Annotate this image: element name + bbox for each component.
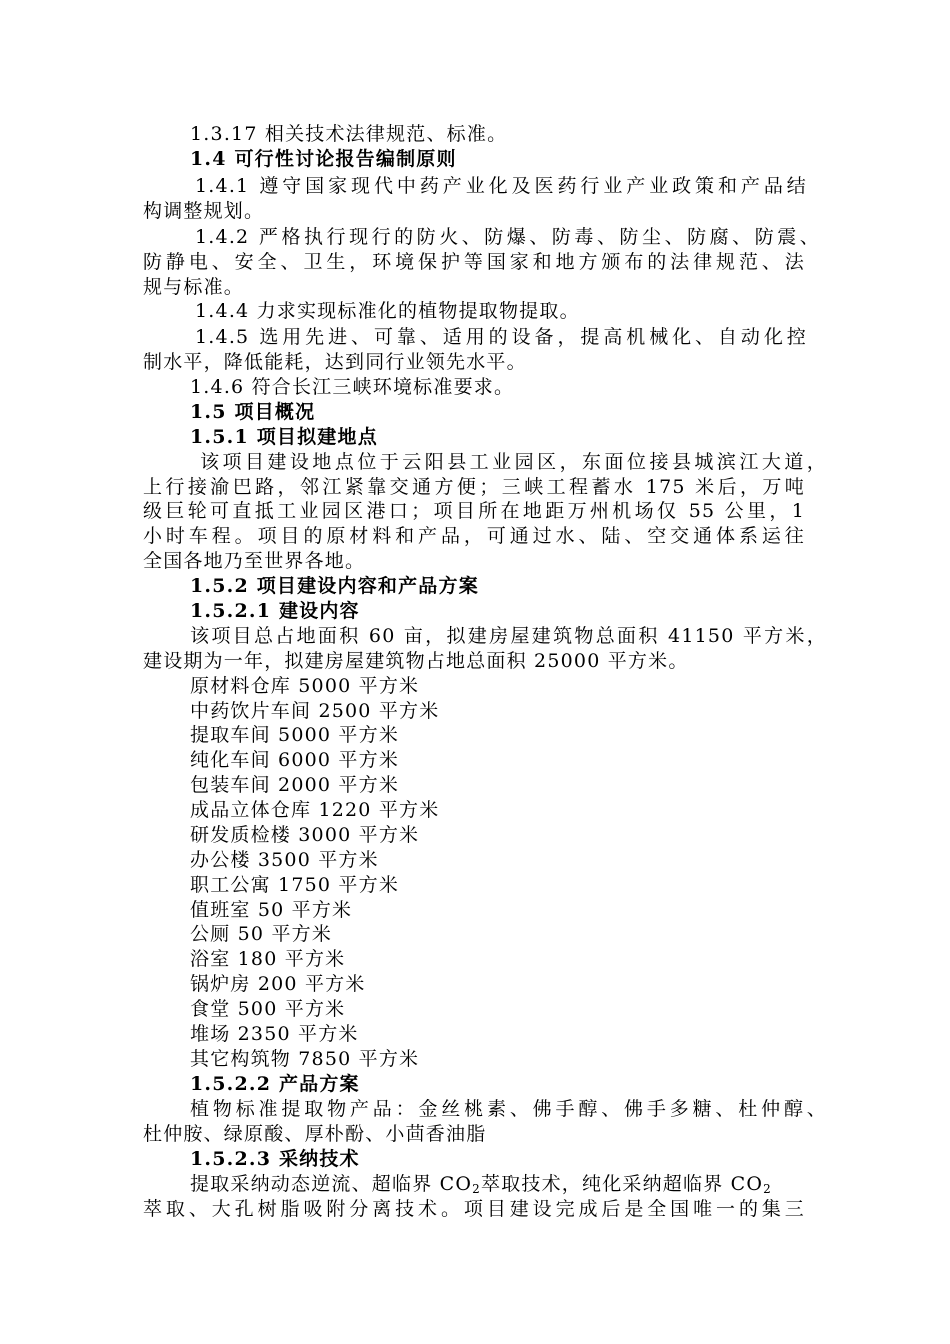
para-products-line2: 杜仲胺、绿原酸、厚朴酚、小茴香油脂 — [143, 1123, 487, 1145]
building-item: 食堂 500 平方米 — [190, 998, 346, 1020]
para-location-line5: 全国各地乃至世界各地。 — [143, 550, 366, 572]
building-item: 锅炉房 200 平方米 — [190, 973, 366, 995]
para-location-line1: 该项目建设地点位于云阳县工业园区，东面位接县城滨江大道， — [200, 451, 827, 473]
building-item: 原材料仓库 5000 平方米 — [190, 675, 420, 697]
building-item: 中药饮片车间 2500 平方米 — [190, 700, 440, 722]
para-area-line2: 建设期为一年，拟建房屋建筑物占地总面积 25000 平方米。 — [143, 650, 689, 672]
para-products-line1: 植物标准提取物产品：金丝桃素、佛手醇、佛手多糖、杜仲醇、 — [190, 1098, 827, 1120]
building-item: 职工公寓 1750 平方米 — [190, 874, 400, 896]
building-item: 公厕 50 平方米 — [190, 923, 333, 945]
item-1-4-6: 1.4.6 符合长江三峡环境标准要求。 — [190, 376, 515, 398]
heading-1-5-1: 1.5.1 项目拟建地点 — [190, 426, 378, 448]
heading-1-5-2-2: 1.5.2.2 产品方案 — [190, 1073, 360, 1095]
heading-1-5-2-1: 1.5.2.1 建设内容 — [190, 600, 360, 622]
para-tech-line2: 萃取、大孔树脂吸附分离技术。项目建设完成后是全国唯一的集三 — [143, 1198, 805, 1220]
building-item: 成品立体仓库 1220 平方米 — [190, 799, 440, 821]
building-item: 研发质检楼 3000 平方米 — [190, 824, 420, 846]
item-1-4-2-line1: 1.4.2 严格执行现行的防火、防爆、防毒、防尘、防腐、防震、 — [195, 226, 820, 248]
item-1-4-4: 1.4.4 力求实现标准化的植物提取物提取。 — [195, 300, 580, 322]
building-item: 堆场 2350 平方米 — [190, 1023, 359, 1045]
item-1-4-5-line1: 1.4.5 选用先进、可靠、适用的设备，提高机械化、自动化控 — [195, 326, 807, 348]
building-item: 办公楼 3500 平方米 — [190, 849, 379, 871]
building-item: 纯化车间 6000 平方米 — [190, 749, 400, 771]
para-location-line4: 小时车程。项目的原材料和产品，可通过水、陆、空交通体系运往 — [143, 525, 805, 547]
heading-1-5-2-3: 1.5.2.3 采纳技术 — [190, 1148, 360, 1170]
building-item: 提取车间 5000 平方米 — [190, 724, 400, 746]
item-1-4-2-line3: 规与标准。 — [143, 276, 245, 298]
para-location-line3: 级巨轮可直抵工业园区港口；项目所在地距万州机场仅 55 公里，1 — [143, 500, 805, 522]
building-item: 其它构筑物 7850 平方米 — [190, 1048, 420, 1070]
heading-1-4: 1.4 可行性讨论报告编制原则 — [190, 148, 457, 170]
item-1-4-5-line2: 制水平，降低能耗，达到同行业领先水平。 — [143, 351, 527, 373]
item-1-3-17: 1.3.17 相关技术法律规范、标准。 — [190, 123, 508, 145]
para-location-line2: 上行接渝巴路，邻江紧靠交通方便；三峡工程蓄水 175 米后，万吨 — [143, 476, 805, 498]
item-1-4-1-line1: 1.4.1 遵守国家现代中药产业化及医药行业产业政策和产品结 — [195, 175, 807, 197]
item-1-4-1-line2: 构调整规划。 — [143, 200, 265, 222]
heading-1-5-2: 1.5.2 项目建设内容和产品方案 — [190, 575, 479, 597]
building-item: 值班室 50 平方米 — [190, 899, 353, 921]
building-item: 浴室 180 平方米 — [190, 948, 346, 970]
item-1-4-2-line2: 防静电、安全、卫生，环境保护等国家和地方颁布的法律规范、法 — [143, 251, 805, 273]
building-item: 包装车间 2000 平方米 — [190, 774, 400, 796]
heading-1-5: 1.5 项目概况 — [190, 401, 316, 423]
para-area-line1: 该项目总占地面积 60 亩，拟建房屋建筑物总面积 41150 平方米， — [190, 625, 827, 647]
para-tech-line1: 提取采纳动态逆流、超临界 $CO_2$萃取技术，纯化采纳超临界 $CO_2$ — [190, 1173, 772, 1196]
